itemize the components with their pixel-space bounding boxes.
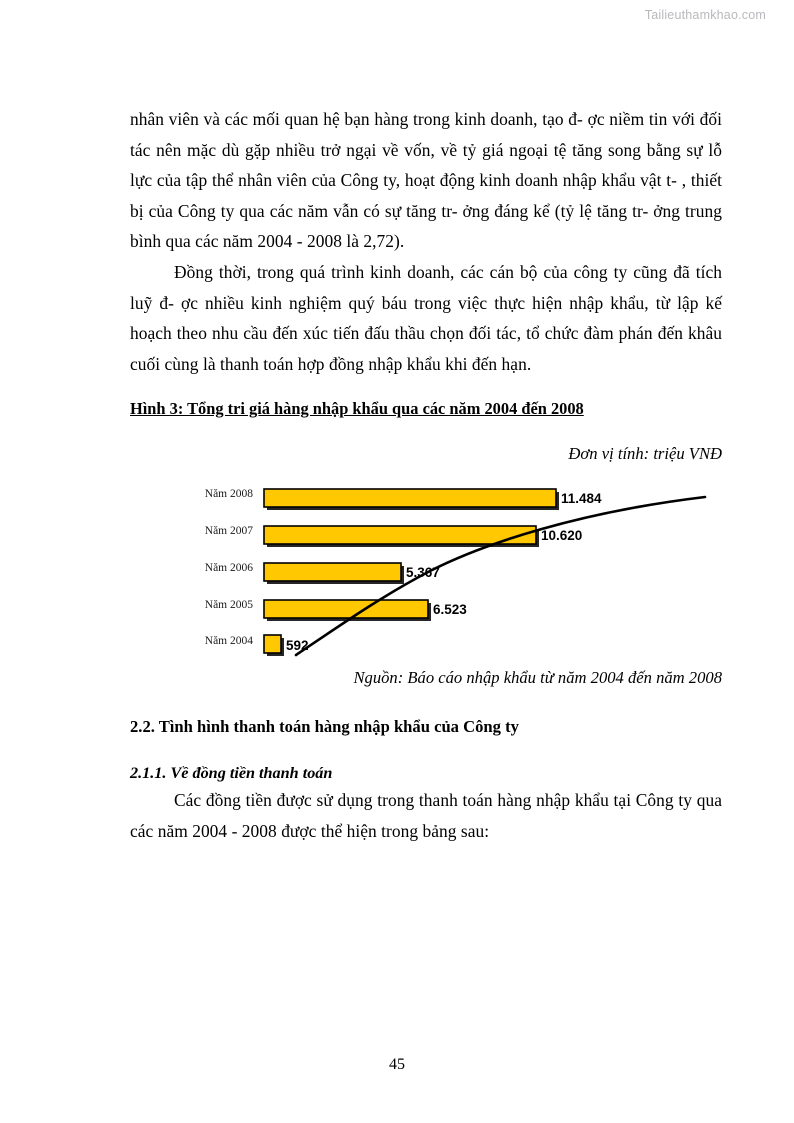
bar-chart <box>130 479 722 667</box>
bar-row <box>205 599 468 621</box>
bar-value-label: 6.523 <box>433 602 467 618</box>
bar-row <box>205 635 309 656</box>
bar-category-label: Năm 2005 <box>204 599 253 612</box>
bar-category-label: Năm 2006 <box>204 562 253 575</box>
paragraph-3: Các đồng tiền được sử dụng trong thanh toán hàng nhập khẩu tại Công ty qua các năm 2004 - 2008 được thể hiện trong bảng sau: <box>130 790 722 841</box>
section-heading-2-1-1: 2.1.1. Về đồng tiền thanh toán <box>130 764 333 783</box>
bar-chart-svg <box>130 479 722 667</box>
bar-fill <box>264 635 281 653</box>
bar-category-label: Năm 2004 <box>204 635 253 648</box>
bar-row <box>205 525 583 547</box>
bar-row <box>205 488 602 510</box>
figure-unit-label: Đơn vị tính: triệu VNĐ <box>568 444 722 464</box>
bar-value-label: 5.367 <box>406 565 440 581</box>
figure-heading: Hình 3: Tổng tri giá hàng nhập khẩu qua các năm 2004 đến 2008 <box>130 399 584 419</box>
bar-category-label: Năm 2008 <box>204 488 253 501</box>
bar-row <box>205 562 440 584</box>
paragraph-1: nhân viên và các mối quan hệ bạn hàng trong kinh doanh, tạo đ- ợc niềm tin với đối tác nên mặc dù gặp nhiều trở ngại về vốn, về tỷ giá ngoại tệ tăng song bằng sự lỗ lực của tập thể nhân viên của Công ty, hoạt động kinh doanh nhập khẩu vật t- , thiết bị của Công ty qua các năm vẫn có sự tăng tr- ởng đáng kể (tỷ lệ tăng tr- ởng trung bình qua các năm 2004 - 2008 là 2,72). <box>130 109 722 252</box>
document-content <box>130 104 722 847</box>
bar-fill <box>264 600 428 618</box>
bar-fill <box>264 563 401 581</box>
bar-category-label: Năm 2007 <box>204 525 253 538</box>
figure-source-note: Nguồn: Báo cáo nhập khẩu từ năm 2004 đến năm 2008 <box>353 668 722 688</box>
page-number: 45 <box>389 1056 405 1073</box>
section-heading-2-2: 2.2. Tình hình thanh toán hàng nhập khẩu của Công ty <box>130 717 519 737</box>
bar-fill <box>264 489 556 507</box>
watermark-text: Tailieuthamkhao.com <box>644 8 766 22</box>
bar-value-label: 10.620 <box>541 528 583 544</box>
paragraph-2: Đồng thời, trong quá trình kinh doanh, các cán bộ của công ty cũng đã tích luỹ đ- ợc nhiều kinh nghiệm quý báu trong việc thực hiện nhập khẩu, từ lập kế hoạch theo nhu cầu đến xúc tiến đấu thầu chọn đối tác, tổ chức đàm phán đến khâu cuối cùng là thanh toán hợp đồng nhập khẩu khi đến hạn. <box>130 261 722 374</box>
bar-value-label: 11.484 <box>561 491 602 507</box>
bar-fill <box>264 526 536 544</box>
bar-value-label: 592 <box>286 638 309 654</box>
